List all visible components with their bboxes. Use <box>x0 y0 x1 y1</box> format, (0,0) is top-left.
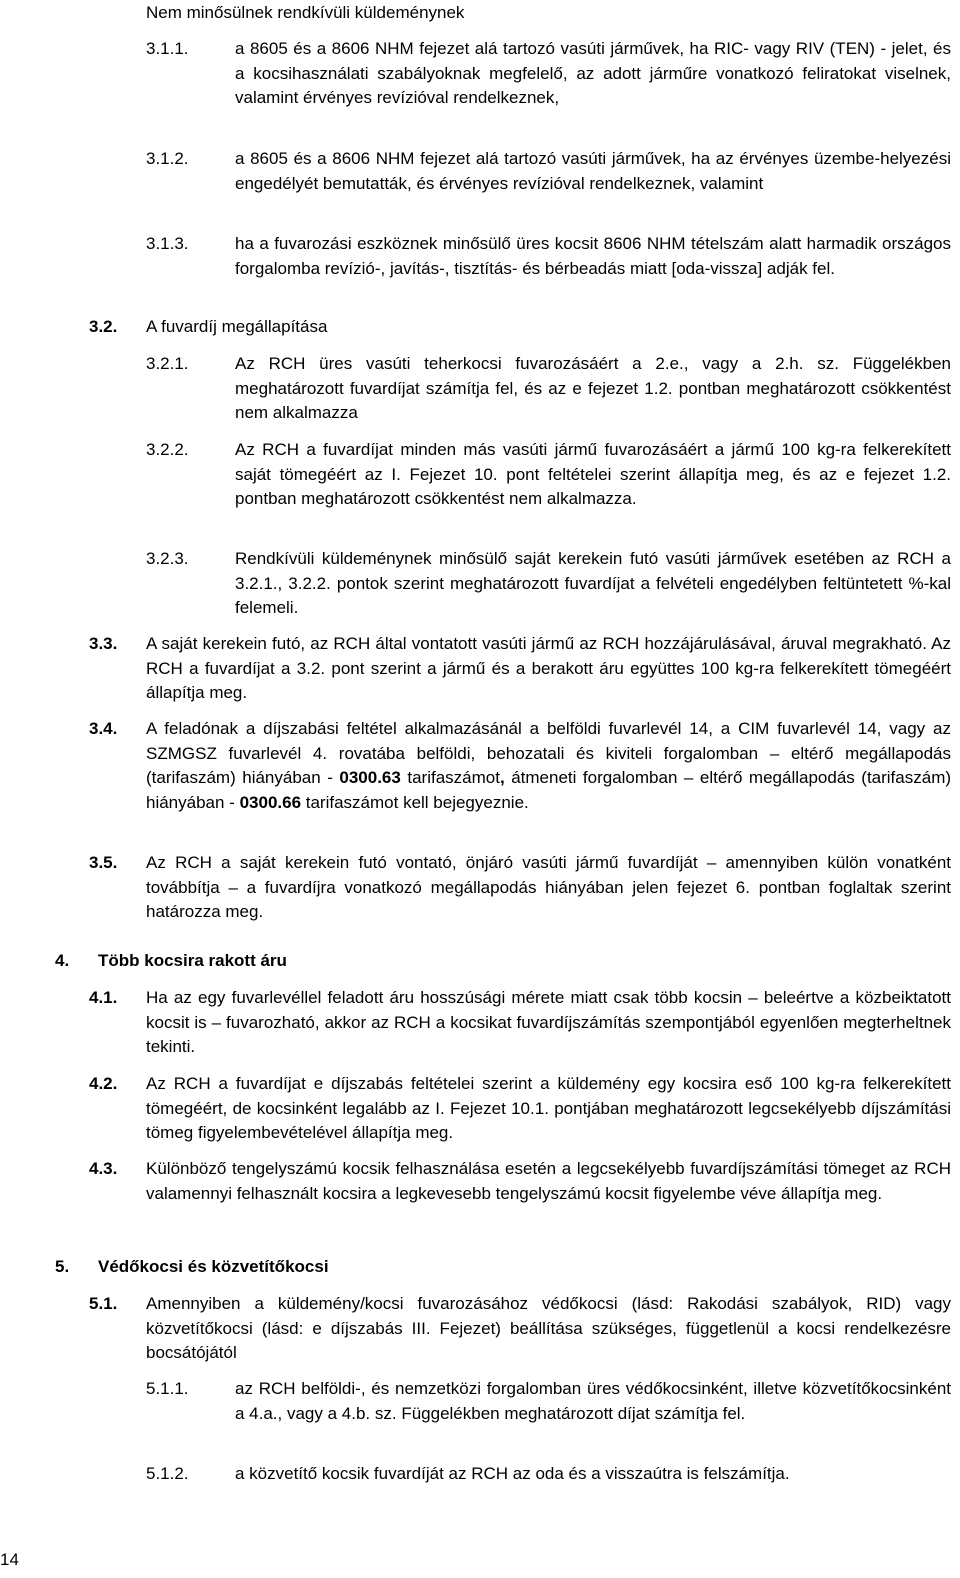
item-text: ha a fuvarozási eszköznek minősülő üres kocsit 8606 NHM tételszám alatt harmadik országos forgalomba revízió-, javítás-, tisztítás- és bérbeadás miatt [oda-vissza] adják fel. <box>235 234 951 278</box>
section-title: A fuvardíj megállapítása <box>146 317 328 336</box>
item-text: a 8605 és a 8606 NHM fejezet alá tartozó vasúti járművek, ha RIC- vagy RIV (TEN) - jelet, és a kocsihasználati szabályoknak megfelelő, az adott járműre vonatkozó feliratokat viselnek, valamint érvényes revízióval rendelkeznek, <box>235 39 951 107</box>
chapter-number: 4. <box>55 951 70 970</box>
text-run: tarifaszámot <box>400 768 500 787</box>
text-run: A feladónak a díjszabási feltétel alkalmazásánál a belföldi fuvarlevél 14, a CIM fuvarlevél 14, vagy az SZMGSZ fuvarlevél 4. rovatába belföldi, behozatali és kiviteli forgalomban – eltérő megállapodás (tarifaszám) hiányában - <box>146 719 951 787</box>
section-number: 3.2. <box>89 317 118 336</box>
item-text: Az RCH a fuvardíjat minden más vasúti jármű fuvarozásáért a jármű 100 kg-ra felkerekített saját tömegéért az I. Fejezet 10. pont feltételei szerint állapítja meg, és az e fejezet 1.2. pontban meghatározott csökkentést nem alkalmazza. <box>235 440 951 508</box>
section-number: 4.1. <box>89 988 118 1007</box>
item-text: a 8605 és a 8606 NHM fejezet alá tartozó vasúti járművek, ha az érvényes üzembe-helyezési engedélyét bemutatták, és érvényes revízióval rendelkeznek, valamint <box>235 149 951 193</box>
section-number: 3.5. <box>89 853 118 872</box>
section-text: Amennyiben a küldemény/kocsi fuvarozásához védőkocsi (lásd: Rakodási szabályok, RID) vagy közvetítőkocsi (lásd: e díjszabás III. Fejezet) beállítása szükséges, függetlenül a kocsi rendelkezésre bocsátójától <box>146 1294 951 1362</box>
item-number: 3.1.3. <box>146 234 189 253</box>
item-text: az RCH belföldi-, és nemzetközi forgalomban üres védőkocsinként, illetve közvetítőkocsinként a 4.a., vagy a 4.b. sz. Függelékben meghatározott díjat számítja fel. <box>235 1379 951 1423</box>
intro-line: Nem minősülnek rendkívüli küldeménynek <box>146 3 465 22</box>
section-number: 5.1. <box>89 1294 118 1313</box>
section-text: Az RCH a fuvardíjat e díjszabás feltételei szerint a küldemény egy kocsira eső 100 kg-ra felkerekített tömegéért, de kocsinként legalább az I. Fejezet 10.1. pontjában meghatározott legcsekélyebb díjszámítási tömeg figyelembevételével állapítja meg. <box>146 1074 951 1142</box>
text-run: tarifaszámot kell bejegyeznie. <box>301 792 529 812</box>
section-number: 3.4. <box>89 719 118 738</box>
item-number: 3.2.3. <box>146 549 189 568</box>
page-number: 14 <box>0 1550 19 1569</box>
chapter-title: Védőkocsi és közvetítőkocsi <box>98 1257 329 1276</box>
section-text: Különböző tengelyszámú kocsik felhasználása esetén a legcsekélyebb fuvardíjszámítási tömeget az RCH valamennyi felhasznált kocsira a legkevesebb tengelyszámú kocsit figyelembe véve állapítja meg. <box>146 1159 951 1203</box>
tariff-code: 0300.63 <box>339 768 401 787</box>
text-run: átmeneti forgalomban – eltérő megállapodás (tarifaszám) hiányában - <box>146 768 952 812</box>
section-text <box>146 717 951 815</box>
section-text: A saját kerekein futó, az RCH által vontatott vasúti jármű az RCH hozzájárulásával, áruval megrakható. Az RCH a fuvardíjat a 3.2. pont szerint a jármű és a berakott áru együttes 100 kg-ra felkerekített tömegéért állapítja meg. <box>146 634 951 702</box>
item-number: 3.2.2. <box>146 440 189 459</box>
chapter-number: 5. <box>55 1257 70 1276</box>
section-number: 3.3. <box>89 634 118 653</box>
item-text: a közvetítő kocsik fuvardíját az RCH az oda és a visszaútra is felszámítja. <box>235 1464 790 1483</box>
tariff-code: 0300.66 <box>239 792 302 812</box>
section-text: Az RCH a saját kerekein futó vontató, önjáró vasúti jármű fuvardíját – amennyiben külön vonatként továbbítja – a fuvardíjra vonatkozó megállapodás hiányában jelen fejezet 6. pontban foglaltak szerint határozza meg. <box>146 853 951 921</box>
section-text: Ha az egy fuvarlevéllel feladott áru hosszúsági mérete miatt csak több kocsin – beleértve a közbeiktatott kocsit is – fuvarozható, akkor az RCH a kocsikat fuvardíjszámítás szempontjából egyenlően megterheltnek tekinti. <box>146 988 951 1056</box>
section-number: 4.3. <box>89 1159 118 1178</box>
item-number: 5.1.2. <box>146 1464 189 1483</box>
chapter-title: Több kocsira rakott áru <box>98 951 287 970</box>
item-text: Rendkívüli küldeménynek minősülő saját kerekein futó vasúti járművek esetében az RCH a 3.2.1., 3.2.2. pontok szerint meghatározott fuvardíjat a felvételi engedélyben feltüntetett %-kal felemeli. <box>235 549 951 617</box>
section-number: 4.2. <box>89 1074 118 1093</box>
item-number: 3.2.1. <box>146 354 189 373</box>
text-run: , <box>499 768 505 787</box>
item-number: 5.1.1. <box>146 1379 189 1398</box>
item-number: 3.1.2. <box>146 149 189 168</box>
item-text: Az RCH üres vasúti teherkocsi fuvarozásáért a 2.e., vagy a 2.h. sz. Függelékben meghatározott fuvardíjat számítja fel, és az e fejezet 1.2. pontban meghatározott csökkentést nem alkalmazza <box>235 354 951 422</box>
item-number: 3.1.1. <box>146 39 189 58</box>
